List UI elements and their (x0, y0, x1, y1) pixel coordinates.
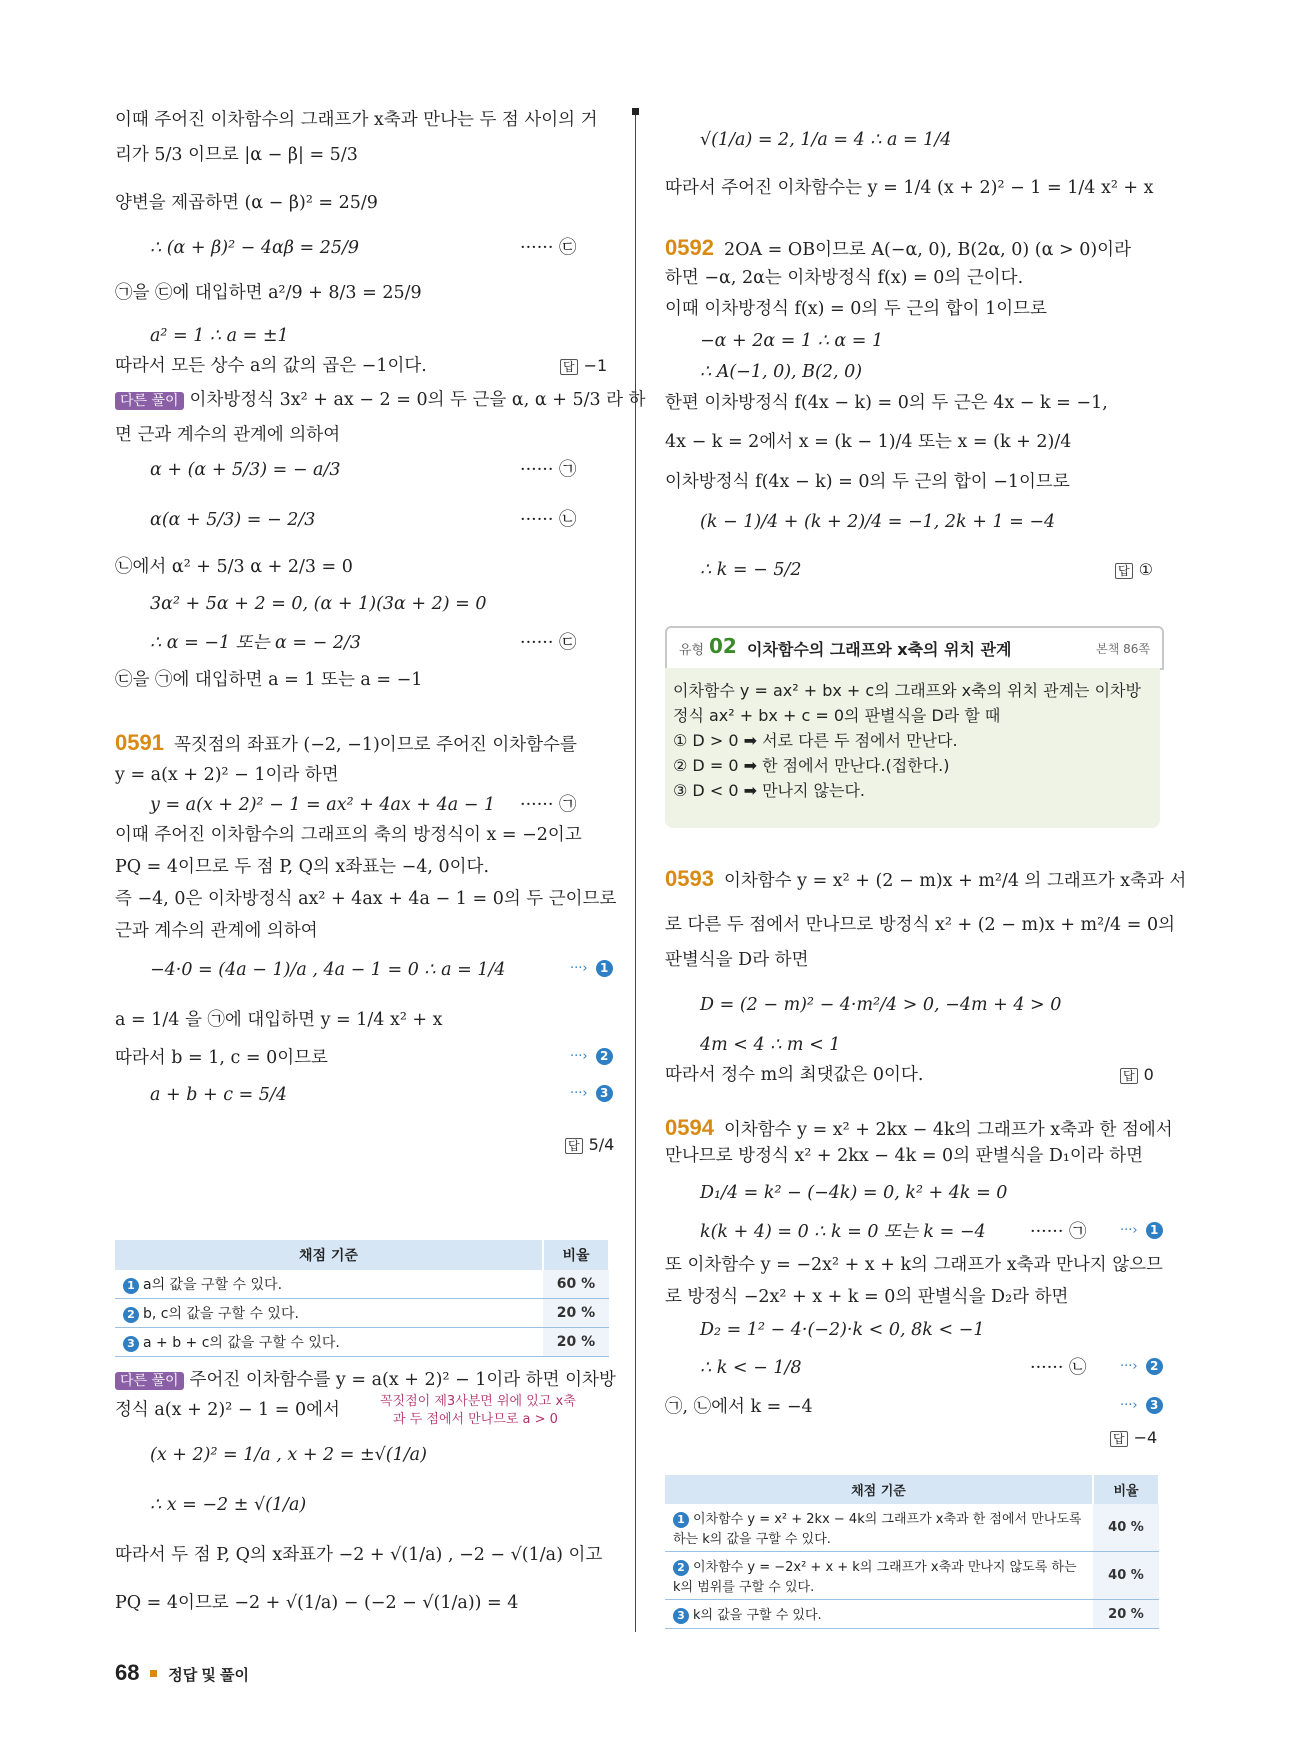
footer-label: 정답 및 풀이 (168, 1667, 250, 1684)
type-box-line: 정식 ax² + bx + c = 0의 판별식을 D라 할 때 (673, 706, 1001, 725)
equation: ∴ α = −1 또는 α = − 2/3 (150, 633, 362, 653)
grade-pct: 40 % (1093, 1504, 1159, 1552)
divider-marker (632, 108, 639, 115)
text-content: 이차방정식 3x² + ax − 2 = 0의 두 근을 α, α + 5/3 라 하 (189, 390, 646, 410)
table-row (115, 1299, 609, 1328)
answer (1115, 560, 1153, 579)
step-number: 2 (596, 1048, 613, 1065)
column-divider (635, 112, 636, 1632)
equation: D₂ = 1² − 4·(−2)·k < 0, 8k < −1 (700, 1320, 985, 1340)
answer (560, 356, 607, 375)
answer-icon: 답 (565, 1138, 583, 1154)
grade-pct-head: 비율 (1093, 1475, 1159, 1504)
grade-cell (665, 1504, 1093, 1552)
text-line: a = 1/4 을 ㉠에 대입하면 y = 1/4 x² + x (115, 1010, 443, 1030)
text-line: 판별식을 D라 하면 (665, 950, 809, 970)
text-line: 로 방정식 −2x² + x + k = 0의 판별식을 D₂라 하면 (665, 1287, 1069, 1307)
type-box-line: ③ D < 0 ➡ 만나지 않는다. (673, 781, 865, 800)
text-content: 이차함수 y = x² + 2kx − 4k의 그래프가 x축과 한 점에서 (723, 1120, 1173, 1140)
grade-pct: 40 % (1093, 1552, 1159, 1600)
table-row (665, 1600, 1159, 1629)
grade-pct: 20 % (543, 1328, 609, 1357)
text-line: 한편 이차방정식 f(4x − k) = 0의 두 근은 4x − k = −1, (665, 393, 1108, 413)
equation: ∴ x = −2 ± √(1/a) (150, 1495, 307, 1515)
grade-text: b, c의 값을 구할 수 있다. (143, 1306, 299, 1322)
table-row (115, 1270, 609, 1299)
step-number: 2 (1146, 1358, 1163, 1375)
grade-number: 3 (673, 1608, 689, 1624)
footer-bullet (150, 1670, 157, 1677)
text-line: 근과 계수의 관계에 의하여 (115, 921, 318, 941)
grade-pct-head: 비율 (543, 1240, 609, 1270)
grade-cell (665, 1600, 1093, 1629)
problem-number: 0593 (665, 866, 714, 891)
answer-value: 5/4 (588, 1135, 615, 1154)
answer-value: 0 (1143, 1065, 1154, 1084)
text-line: ㉠을 ㉢에 대입하면 a²/9 + 8/3 = 25/9 (115, 283, 422, 303)
text-line: 따라서 모든 상수 a의 값의 곱은 −1이다. (115, 356, 427, 376)
type-label: 유형 (679, 643, 705, 658)
step-number: 3 (596, 1085, 613, 1102)
text-line: 따라서 b = 1, c = 0이므로 (115, 1048, 328, 1068)
grade-head: 채점 기준 (665, 1475, 1093, 1504)
text-line: ㉡에서 α² + 5/3 α + 2/3 = 0 (115, 557, 353, 577)
grade-number: 3 (123, 1336, 139, 1352)
type-reference: 본책 86쪽 (1096, 642, 1150, 656)
problem-number: 0592 (665, 235, 714, 260)
text-line: 이때 이차방정식 f(x) = 0의 두 근의 합이 1이므로 (665, 299, 1047, 319)
text-line: 하면 −α, 2α는 이차방정식 f(x) = 0의 근이다. (665, 268, 1024, 288)
grade-cell (115, 1299, 543, 1328)
equation-tag: ······ ㉠ (1030, 1222, 1087, 1242)
type-box-line: ① D > 0 ➡ 서로 다른 두 점에서 만난다. (673, 731, 958, 750)
equation: a² = 1 ∴ a = ±1 (150, 326, 289, 346)
grade-text: k의 값을 구할 수 있다. (693, 1608, 822, 1623)
equation-tag: ······ ㉠ (520, 795, 577, 815)
text-content: 이차함수 y = x² + (2 − m)x + m²/4 의 그래프가 x축과 서 (723, 871, 1187, 891)
step-marker-2: ···› 2 (570, 1048, 613, 1065)
answer-value: −1 (583, 356, 608, 375)
text-line (115, 390, 646, 411)
type-summary-box (665, 626, 1160, 826)
side-note: 과 두 점에서 만나므로 a > 0 (393, 1412, 558, 1427)
text-line: 4x − k = 2에서 x = (k − 1)/4 또는 x = (k + 2)/4 (665, 432, 1072, 452)
page-footer (115, 1660, 249, 1686)
grade-head: 채점 기준 (115, 1240, 543, 1270)
problem-line (665, 235, 1131, 261)
answer-icon: 답 (1120, 1068, 1138, 1084)
text-content: 꼭짓점의 좌표가 (−2, −1)이므로 주어진 이차함수를 (173, 735, 577, 755)
type-box-body (665, 668, 1160, 828)
grade-pct: 20 % (543, 1299, 609, 1328)
equation-tag: ······ ㉡ (1030, 1358, 1087, 1378)
grade-text: 이차함수 y = x² + 2kx − 4k의 그래프가 x축과 한 점에서 만나도록 하는 k의 값을 구할 수 있다. (673, 1512, 1082, 1547)
equation: D₁/4 = k² − (−4k) = 0, k² + 4k = 0 (700, 1183, 1008, 1203)
page-number: 68 (115, 1660, 140, 1685)
answer-icon: 답 (1115, 563, 1133, 579)
equation-tag: ······ ㉢ (520, 238, 577, 258)
step-marker-1: ···› 1 (570, 960, 613, 977)
equation: (k − 1)/4 + (k + 2)/4 = −1, 2k + 1 = −4 (700, 512, 1056, 532)
text-line: ㉠, ㉡에서 k = −4 (665, 1397, 813, 1417)
equation: a + b + c = 5/4 (150, 1085, 287, 1105)
equation-tag: ······ ㉢ (520, 633, 577, 653)
equation: ∴ A(−1, 0), B(2, 0) (700, 362, 863, 382)
text-line: 이때 주어진 이차함수의 그래프의 축의 방정식이 x = −2이고 (115, 825, 582, 845)
type-box-line: 이차함수 y = ax² + bx + c의 그래프와 x축의 위치 관계는 이차방 (673, 681, 1141, 700)
text-line: 로 다른 두 점에서 만나므로 방정식 x² + (2 − m)x + m²/4 = 0의 (665, 915, 1176, 935)
step-number: 1 (1146, 1222, 1163, 1239)
grade-text: 이차함수 y = −2x² + x + k의 그래프가 x축과 만나지 않도록 하는 k의 범위를 구할 수 있다. (673, 1560, 1077, 1595)
equation: (x + 2)² = 1/a , x + 2 = ±√(1/a) (150, 1445, 427, 1465)
step-marker-3: ···› 3 (1120, 1397, 1163, 1414)
text-line: 따라서 두 점 P, Q의 x좌표가 −2 + √(1/a) , −2 − √(1/a) 이고 (115, 1545, 603, 1565)
step-marker-1: ···› 1 (1120, 1222, 1163, 1239)
table-row (665, 1552, 1159, 1600)
text-line: 리가 5/3 이므로 |α − β| = 5/3 (115, 145, 358, 165)
text-line: 정식 a(x + 2)² − 1 = 0에서 (115, 1400, 340, 1420)
equation: −4·0 = (4a − 1)/a , 4a − 1 = 0 ∴ a = 1/4 (150, 960, 506, 980)
type-number: 02 (709, 634, 737, 658)
problem-line (665, 1115, 1173, 1141)
grade-text: a + b + c의 값을 구할 수 있다. (143, 1335, 340, 1351)
step-marker-3: ···› 3 (570, 1085, 613, 1102)
text-line: 또 이차함수 y = −2x² + x + k의 그래프가 x축과 만나지 않으므 (665, 1255, 1163, 1275)
table-row (665, 1504, 1159, 1552)
problem-number: 0594 (665, 1115, 714, 1140)
answer-value: −4 (1133, 1428, 1158, 1447)
text-line: 양변을 제곱하면 (α − β)² = 25/9 (115, 193, 378, 213)
equation: D = (2 − m)² − 4·m²/4 > 0, −4m + 4 > 0 (700, 995, 1062, 1015)
answer-icon: 답 (560, 359, 578, 375)
equation: y = a(x + 2)² − 1 = ax² + 4ax + 4a − 1 (150, 795, 496, 815)
problem-number: 0591 (115, 730, 164, 755)
text-line: 따라서 주어진 이차함수는 y = 1/4 (x + 2)² − 1 = 1/4 x² + x (665, 178, 1154, 198)
alt-solution-tag: 다른 풀이 (115, 1372, 184, 1390)
grade-cell (665, 1552, 1093, 1600)
type-box-header (665, 626, 1164, 670)
text-line: 이차방정식 f(4x − k) = 0의 두 근의 합이 −1이므로 (665, 472, 1070, 492)
type-box-line: ② D = 0 ➡ 한 점에서 만난다.(접한다.) (673, 756, 950, 775)
equation: √(1/a) = 2, 1/a = 4 ∴ a = 1/4 (700, 130, 952, 150)
equation-tag: ······ ㉡ (520, 510, 577, 530)
equation: 4m < 4 ∴ m < 1 (700, 1035, 841, 1055)
answer (1110, 1428, 1157, 1447)
equation: ∴ (α + β)² − 4αβ = 25/9 (150, 238, 360, 258)
grade-pct: 20 % (1093, 1600, 1159, 1629)
step-number: 1 (596, 960, 613, 977)
text-line: PQ = 4이므로 −2 + √(1/a) − (−2 − √(1/a)) = 4 (115, 1593, 519, 1613)
equation: −α + 2α = 1 ∴ α = 1 (700, 331, 884, 351)
equation: α(α + 5/3) = − 2/3 (150, 510, 316, 530)
grading-table (665, 1475, 1160, 1629)
text-content: 2OA = OB이므로 A(−α, 0), B(2α, 0) (α > 0)이라 (723, 240, 1131, 260)
text-line: 이때 주어진 이차함수의 그래프가 x축과 만나는 두 점 사이의 거 (115, 110, 598, 130)
alt-solution-tag: 다른 풀이 (115, 392, 184, 410)
problem-line (115, 730, 577, 756)
text-line: 면 근과 계수의 관계에 의하여 (115, 425, 341, 445)
grade-number: 2 (673, 1560, 689, 1576)
text-line: PQ = 4이므로 두 점 P, Q의 x좌표는 −4, 0이다. (115, 857, 490, 877)
text-line: y = a(x + 2)² − 1이라 하면 (115, 765, 339, 785)
grade-number: 2 (123, 1307, 139, 1323)
text-content: 주어진 이차함수를 y = a(x + 2)² − 1이라 하면 이차방 (189, 1370, 616, 1390)
answer-value: ① (1138, 560, 1153, 579)
text-line: ㉢을 ㉠에 대입하면 a = 1 또는 a = −1 (115, 670, 423, 690)
answer (565, 1135, 614, 1154)
grade-cell (115, 1328, 543, 1357)
grade-pct: 60 % (543, 1270, 609, 1299)
equation: ∴ k = − 5/2 (700, 560, 802, 580)
text-line: 따라서 정수 m의 최댓값은 0이다. (665, 1065, 924, 1085)
grade-number: 1 (123, 1278, 139, 1294)
grade-cell (115, 1270, 543, 1299)
equation: ∴ k < − 1/8 (700, 1358, 802, 1378)
table-row (115, 1328, 609, 1357)
grade-text: a의 값을 구할 수 있다. (143, 1277, 283, 1293)
grading-table (115, 1240, 610, 1357)
answer (1120, 1065, 1154, 1084)
step-marker-2: ···› 2 (1120, 1358, 1163, 1375)
answer-icon: 답 (1110, 1431, 1128, 1447)
text-line: 즉 −4, 0은 이차방정식 ax² + 4ax + 4a − 1 = 0의 두 근이므로 (115, 889, 617, 909)
equation-tag: ······ ㉠ (520, 460, 577, 480)
text-line (115, 1370, 616, 1391)
step-number: 3 (1146, 1397, 1163, 1414)
grade-number: 1 (673, 1512, 689, 1528)
equation: 3α² + 5α + 2 = 0, (α + 1)(3α + 2) = 0 (150, 594, 487, 614)
equation: α + (α + 5/3) = − a/3 (150, 460, 341, 480)
side-note: 꼭짓점이 제3사분면 위에 있고 x축 (380, 1394, 576, 1409)
problem-line (665, 866, 1186, 892)
type-title: 이차함수의 그래프와 x축의 위치 관계 (747, 640, 1012, 659)
equation: k(k + 4) = 0 ∴ k = 0 또는 k = −4 (700, 1222, 986, 1242)
text-line: 만나므로 방정식 x² + 2kx − 4k = 0의 판별식을 D₁이라 하면 (665, 1146, 1144, 1166)
